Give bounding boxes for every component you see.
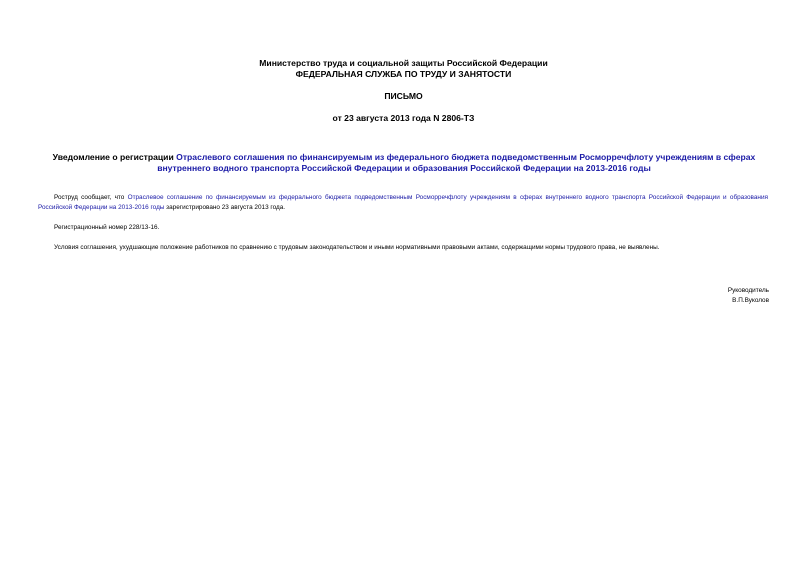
- body-paragraph-conditions: Условия соглашения, ухудшающие положение работников по сравнению с трудовым законодательством и иными нормативными правовыми актами, содержащими нормы трудового права, не выявлены.: [54, 244, 660, 251]
- body-paragraph-reg-number: Регистрационный номер 228/13-16.: [54, 224, 160, 231]
- ministry-name: Министерство труда и социальной защиты Российской Федерации: [259, 58, 548, 68]
- document-subject: [38, 152, 770, 174]
- service-name: ФЕДЕРАЛЬНАЯ СЛУЖБА ПО ТРУДУ И ЗАНЯТОСТИ: [295, 69, 512, 79]
- p1-suffix: зарегистрировано 23 августа 2013 года.: [164, 204, 286, 211]
- p1-prefix: Роструд сообщает, что: [54, 194, 128, 201]
- subject-prefix: Уведомление о регистрации: [52, 152, 177, 162]
- body-paragraph-registration: [38, 193, 768, 213]
- subject-agreement-link[interactable]: Отраслевого соглашения по финансируемым из федерального бюджета подведомственным Росморречфлоту учреждениям в сферах внутреннего водного транспорта Российской Федерации и образования Российской Федерации на 2013-2016 годы: [157, 152, 756, 173]
- body-agreement-link[interactable]: Отраслевое соглашение по финансируемым из федерального бюджета подведомственным Росморречфлоту учреждениям в сферах внутреннего водного транспорта Российской Федерации и образования Российской Федерации на 2013-2016 годы: [38, 194, 768, 211]
- document-date-number: от 23 августа 2013 года N 2806-ТЗ: [332, 113, 475, 123]
- document-type: ПИСЬМО: [384, 91, 423, 101]
- signature-title: Руководитель: [727, 287, 769, 294]
- signature-name: В.П.Вуколов: [732, 297, 769, 304]
